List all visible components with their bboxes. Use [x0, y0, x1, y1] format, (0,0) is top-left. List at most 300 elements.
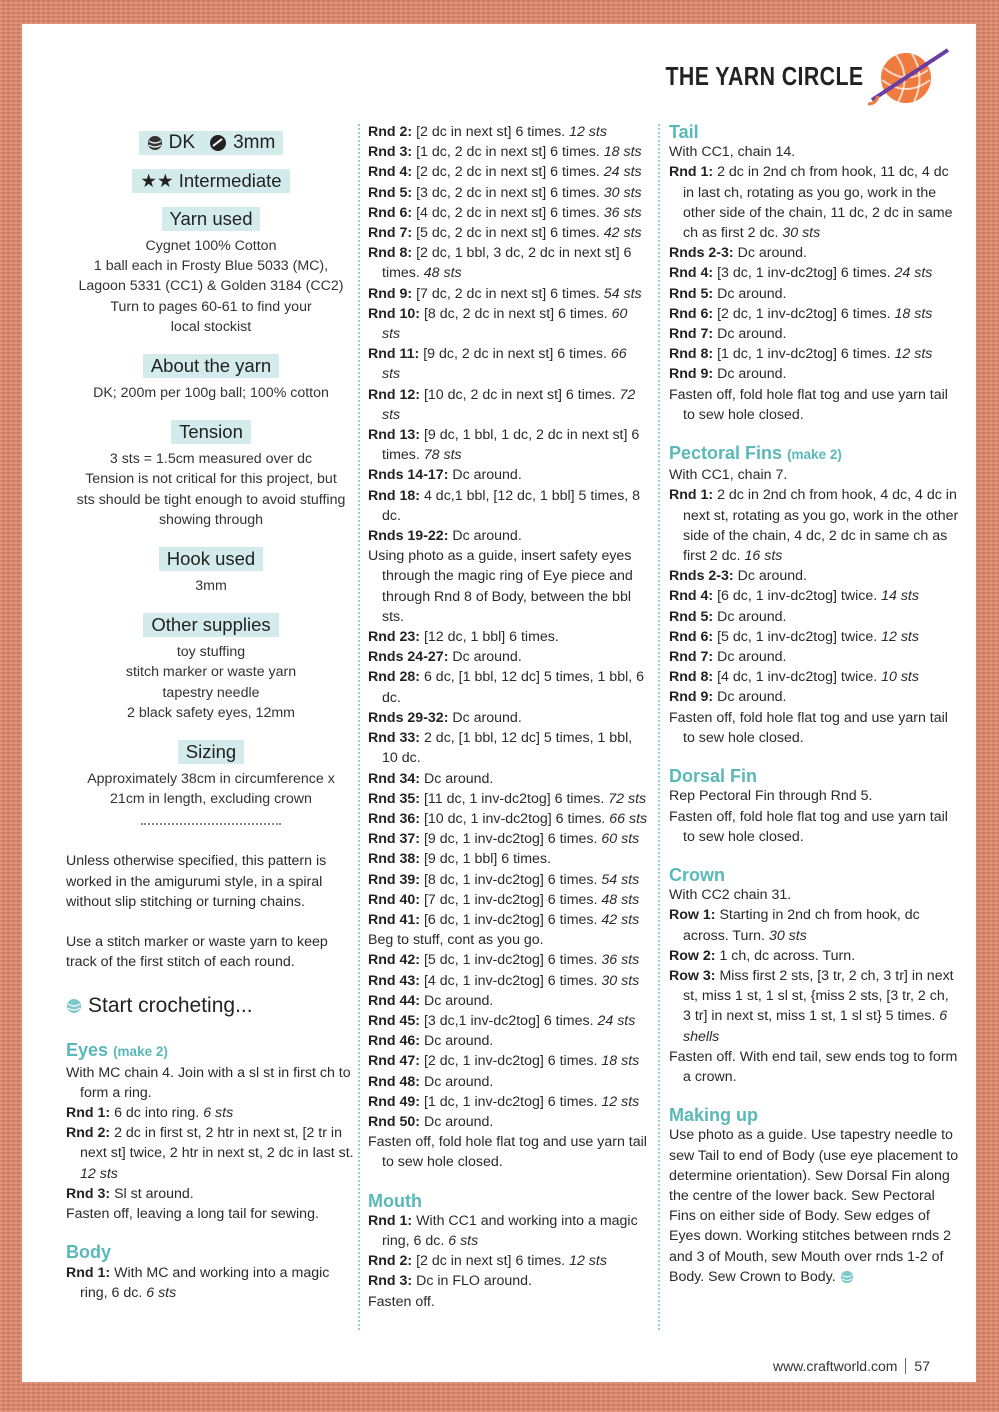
row-count: 12 sts — [569, 124, 607, 140]
pattern-row — [368, 203, 648, 223]
row-text: [8 dc, 1 inv-dc2tog] 6 times. — [420, 871, 602, 888]
row-text: Fasten off. With end tail, sew ends tog to form a crown. — [669, 1048, 958, 1085]
pattern-row — [669, 946, 959, 966]
row-count: 66 sts — [382, 346, 627, 383]
column-right — [669, 122, 959, 1287]
yarn-used-line: Cygnet 100% Cotton — [145, 238, 277, 254]
pattern-row — [368, 526, 648, 546]
row-text: [3 dc, 2 dc in next st] 6 times. — [412, 184, 604, 201]
row-text: [2 dc, 1 bbl, 3 dc, 2 dc in next st] 6 times. — [382, 245, 632, 282]
supplies-line: stitch marker or waste yarn — [125, 664, 297, 681]
pattern-row — [368, 890, 648, 910]
row-count: 6 sts — [203, 1105, 234, 1122]
row-text: Dc around. — [448, 709, 522, 726]
pattern-row — [669, 586, 959, 606]
row-text: Dc around. — [420, 1033, 494, 1050]
about-yarn-line: DK; 200m per 100g ball; 100% cotton — [93, 385, 329, 402]
row-text: Dc around. — [713, 326, 787, 343]
pattern-row — [368, 1271, 648, 1291]
row-count: 30 sts — [782, 225, 821, 242]
pattern-row — [669, 687, 959, 707]
row-count: 12 sts — [881, 628, 919, 645]
section-heading-dorsal: Dorsal Fin — [669, 766, 758, 787]
row-count: 6 sts — [146, 1284, 177, 1301]
row-label: Rnd 43: — [368, 972, 421, 989]
pattern-row — [669, 284, 959, 304]
row-label: Rnds 29-32: — [368, 709, 449, 726]
other-supplies-heading: Other supplies — [143, 613, 278, 637]
pattern-row — [669, 465, 959, 485]
pattern-row — [669, 344, 959, 364]
row-count: 18 sts — [601, 1053, 640, 1070]
row-count: 6 sts — [448, 1232, 479, 1249]
body-rows — [368, 122, 648, 1173]
row-count: 18 sts — [603, 144, 642, 161]
pattern-row — [368, 930, 648, 950]
row-label: Rnd 7: — [669, 326, 714, 343]
pattern-row — [368, 546, 648, 627]
row-count: 12 sts — [80, 1165, 118, 1182]
level-tag — [132, 169, 289, 193]
pattern-row — [368, 971, 648, 991]
pattern-row — [669, 966, 959, 1047]
about-yarn-heading: About the yarn — [143, 354, 279, 378]
hook-used-line: 3mm — [195, 578, 227, 595]
pattern-row — [669, 263, 959, 283]
row-label: Rnd 6: — [669, 305, 714, 322]
weight-hook-tag — [139, 131, 284, 155]
row-count: 48 sts — [601, 891, 640, 908]
row-count: 36 sts — [603, 204, 642, 221]
row-text: [9 dc, 1 bbl, 1 dc, 2 dc in next st] 6 times. — [382, 427, 640, 464]
row-label: Rnd 11: — [368, 346, 420, 363]
section-heading-mouth: Mouth — [368, 1190, 422, 1211]
row-label: Rnd 8: — [368, 245, 413, 262]
pattern-row — [669, 667, 959, 687]
row-text: [6 dc, 1 inv-dc2tog] twice. — [713, 588, 882, 605]
pattern-row — [368, 425, 648, 465]
pectoral-rows — [669, 465, 959, 748]
tension-line: Tension is not critical for this project, but — [85, 471, 337, 488]
pattern-row — [669, 162, 959, 243]
pattern-row — [669, 905, 959, 945]
row-count: 78 sts — [423, 447, 462, 464]
tension-line: sts should be tight enough to avoid stuffing — [76, 491, 346, 508]
footer-url[interactable]: www.craftworld.com — [772, 1358, 898, 1374]
row-label: Rnd 1: — [368, 1212, 413, 1229]
row-count: 18 sts — [894, 305, 933, 322]
yarn-used-line: local stockist — [170, 318, 252, 335]
row-label: Row 3: — [669, 967, 716, 984]
row-label: Rnd 33: — [368, 730, 421, 747]
row-count: 24 sts — [894, 265, 933, 282]
row-label: Rnd 5: — [669, 608, 714, 625]
row-label: Rnd 5: — [669, 285, 714, 302]
section-heading-eyes — [66, 1040, 356, 1062]
row-label: Rnd 7: — [368, 225, 413, 242]
row-label: Rnd 9: — [368, 285, 413, 302]
pattern-row — [669, 566, 959, 586]
project-info — [66, 122, 356, 809]
pattern-row — [669, 885, 959, 905]
row-count: 30 sts — [601, 972, 640, 989]
row-text: Fasten off, fold hole flat tog and use yarn tail to sew hole closed. — [368, 1134, 647, 1171]
footer-divider — [905, 1358, 906, 1374]
row-count: 16 sts — [744, 548, 783, 565]
row-text: [1 dc, 2 dc in next st] 6 times. — [412, 144, 604, 161]
row-text: 2 dc in first st, 2 htr in next st, [2 tr in next st] twice, 2 htr in next st, 2 dc in last st. — [80, 1125, 354, 1162]
pattern-row — [368, 950, 648, 970]
pattern-row — [669, 807, 959, 847]
tail-rows — [669, 142, 959, 425]
row-count: 24 sts — [603, 164, 642, 181]
row-label: Rnds 19-22: — [368, 528, 449, 545]
row-text: Rep Pectoral Fin through Rnd 5. — [669, 788, 873, 805]
row-text: With CC1, chain 14. — [669, 144, 796, 161]
pattern-row — [669, 607, 959, 627]
pattern-row — [368, 809, 648, 829]
making-up-text — [669, 1125, 959, 1287]
pattern-row — [368, 627, 648, 647]
pattern-row — [368, 708, 648, 728]
row-text: Dc around. — [448, 649, 522, 666]
pattern-row — [368, 829, 648, 849]
supplies-line: 2 black safety eyes, 12mm — [127, 704, 295, 721]
row-label: Rnd 1: — [66, 1264, 111, 1281]
pattern-row — [368, 284, 648, 304]
star-icon: ★★ — [140, 170, 174, 191]
row-text: Using photo as a guide, insert safety eyes through the magic ring of Eye piece and through Rnd 8 of Body, between the bbl sts. — [368, 548, 633, 625]
making-up-body: Use photo as a guide. Use tapestry needle to sew Tail to end of Body (use eye placement to determine orientation). Sew Dorsal Fin along the centre of the lower back. Sew Pectoral Fins on either side of Body. Sew edges of Eyes down. Working stitches between rnds 2 and 3 of Mouth, sew Mouth over rnds 1-2 of Body. Sew Crown to Body. — [669, 1127, 959, 1285]
row-label: Rnds 24-27: — [368, 649, 449, 666]
pattern-row — [368, 647, 648, 667]
row-text: [1 dc, 1 inv-dc2tog] 6 times. — [420, 1093, 602, 1110]
row-label: Rnd 18: — [368, 487, 421, 504]
pattern-row — [368, 769, 648, 789]
row-count: 12 sts — [569, 1253, 607, 1270]
pattern-row — [669, 243, 959, 263]
row-text: With MC and working into a magic ring, 6 dc. — [80, 1264, 330, 1301]
pattern-row — [368, 728, 648, 768]
row-count: 60 sts — [601, 831, 640, 848]
row-label: Rnd 35: — [368, 790, 421, 807]
pattern-row — [669, 786, 959, 806]
row-text: 2 dc in 2nd ch from hook, 11 dc, 4 dc in last ch, rotating as you go, work in the other side of the chain, 11 dc, 2 dc in same ch as first 2 dc. — [683, 164, 953, 242]
crown-rows — [669, 885, 959, 1087]
row-text: [9 dc, 1 bbl] 6 times. — [420, 851, 551, 868]
sizing-heading: Sizing — [178, 740, 244, 764]
column-divider — [658, 124, 660, 1330]
row-count: 72 sts — [382, 386, 636, 423]
yarn-icon — [147, 135, 163, 151]
row-label: Rnd 23: — [368, 629, 421, 646]
row-text: [3 dc,1 inv-dc2tog] 6 times. — [420, 1012, 598, 1029]
row-text: 1 ch, dc across. Turn. — [715, 947, 856, 964]
pattern-row — [368, 1211, 648, 1251]
row-count: 54 sts — [601, 871, 640, 888]
row-count: 42 sts — [601, 911, 640, 928]
hook-size: 3mm — [233, 132, 276, 153]
row-label: Rnd 41: — [368, 911, 421, 928]
row-text: [5 dc, 1 inv-dc2tog] twice. — [713, 628, 882, 645]
level-label: Intermediate — [178, 170, 282, 191]
row-text: [6 dc, 1 inv-dc2tog] 6 times. — [420, 911, 602, 928]
sizing-line: Approximately 38cm in circumference x — [87, 771, 335, 788]
pattern-row — [669, 142, 959, 162]
row-label: Rnd 39: — [368, 871, 421, 888]
row-label: Rnd 8: — [669, 669, 714, 686]
row-text: [2 dc in next st] 6 times. — [412, 124, 570, 140]
row-text: Dc around. — [713, 366, 787, 383]
row-count: 30 sts — [768, 927, 807, 944]
row-count: 54 sts — [603, 285, 642, 302]
yarn-used-heading: Yarn used — [162, 207, 261, 231]
row-text: Dc around. — [713, 608, 787, 625]
row-label: Rnd 6: — [669, 628, 714, 645]
pattern-line: With MC chain 4. Join with a sl st in first ch to form a ring. — [66, 1064, 351, 1101]
row-text: Dc around. — [448, 528, 522, 545]
row-label: Rnd 4: — [669, 265, 714, 282]
row-label: Rnd 12: — [368, 386, 421, 403]
brand-header — [622, 46, 954, 106]
yarn-ball-icon — [868, 46, 954, 106]
row-text: Fasten off, fold hole flat tog and use yarn tail to sew hole closed. — [669, 386, 948, 423]
row-text: Fasten off, fold hole flat tog and use yarn tail to sew hole closed. — [669, 709, 948, 746]
row-text: [4 dc, 1 inv-dc2tog] twice. — [713, 669, 882, 686]
row-text: [11 dc, 1 inv-dc2tog] 6 times. — [420, 790, 609, 807]
yarn-ball-small-icon — [66, 998, 82, 1014]
pattern-line: Fasten off, leaving a long tail for sewing. — [66, 1206, 319, 1223]
start-label: Start crocheting... — [88, 994, 253, 1018]
supplies-line: toy stuffing — [176, 644, 246, 661]
row-text: [1 dc, 1 inv-dc2tog] 6 times. — [713, 346, 895, 363]
pattern-row — [368, 304, 648, 344]
row-label: Rnd 13: — [368, 427, 421, 444]
supplies-line: tapestry needle — [162, 684, 260, 701]
row-label: Rnd 2: — [368, 1253, 413, 1270]
row-label: Rnd 6: — [368, 204, 413, 221]
pattern-row — [669, 627, 959, 647]
pattern-row — [368, 223, 648, 243]
row-text: [9 dc, 2 dc in next st] 6 times. — [419, 346, 611, 363]
row-label: Rnd 1: — [669, 487, 714, 504]
pattern-row — [368, 183, 648, 203]
yarn-used-line: Lagoon 5331 (CC1) & Golden 3184 (CC2) — [78, 278, 344, 295]
pattern-row — [368, 667, 648, 707]
row-label: Rnd 3: — [66, 1185, 111, 1202]
row-text: [9 dc, 1 inv-dc2tog] 6 times. — [420, 831, 602, 848]
dorsal-rows — [669, 786, 959, 847]
pattern-row — [368, 385, 648, 425]
pattern-row — [669, 485, 959, 566]
row-text: [4 dc, 1 inv-dc2tog] 6 times. — [420, 972, 602, 989]
row-label: Rnd 1: — [66, 1105, 111, 1122]
eyes-title: Eyes — [66, 1040, 109, 1061]
pattern-row — [368, 870, 648, 890]
row-text: Dc around. — [733, 568, 807, 585]
row-text: Dc around. — [733, 245, 807, 262]
row-label: Rnd 3: — [368, 144, 413, 161]
row-label: Rnd 42: — [368, 952, 421, 969]
row-count: 10 sts — [881, 669, 919, 686]
row-label: Rnd 3: — [368, 1273, 413, 1290]
row-label: Rnd 2: — [66, 1125, 111, 1142]
row-count: 72 sts — [608, 790, 647, 807]
eyes-note: (make 2) — [113, 1044, 168, 1060]
row-text: [10 dc, 1 inv-dc2tog] 6 times. — [420, 810, 610, 827]
pattern-row — [368, 122, 648, 142]
row-label: Rnd 40: — [368, 891, 421, 908]
pattern-row — [669, 324, 959, 344]
row-label: Rnd 2: — [368, 124, 413, 140]
row-text: Dc around. — [713, 649, 787, 666]
row-text: Miss first 2 sts, [3 tr, 2 ch, 3 tr] in next st, miss 1 st, 1 sl st, {miss 2 sts, [3 tr, 2 ch, 3 tr] in next st, miss 1 st, 1 sl st} 5 times. — [683, 967, 954, 1025]
row-text: [3 dc, 1 inv-dc2tog] 6 times. — [713, 265, 895, 282]
yarn-used-line: Turn to pages 60-61 to find your — [110, 298, 312, 315]
row-text: [2 dc, 1 inv-dc2tog] 6 times. — [713, 305, 895, 322]
section-heading-body: Body — [66, 1242, 111, 1263]
pectoral-title: Pectoral Fins — [669, 443, 783, 464]
row-text: Beg to stuff, cont as you go. — [368, 932, 544, 949]
pattern-row — [368, 1011, 648, 1031]
row-text: [5 dc, 2 dc in next st] 6 times. — [412, 225, 604, 242]
row-count: 24 sts — [597, 1012, 636, 1029]
pattern-row — [368, 1031, 648, 1051]
row-text: [10 dc, 2 dc in next st] 6 times. — [420, 386, 620, 403]
row-label: Rnd 44: — [368, 992, 421, 1009]
pattern-row — [368, 243, 648, 283]
pattern-row — [368, 1112, 648, 1132]
row-text: [12 dc, 1 bbl] 6 times. — [420, 629, 559, 646]
row-count: 14 sts — [881, 588, 919, 605]
yarn-weight: DK — [168, 132, 196, 153]
row-text: Dc around. — [713, 285, 787, 302]
row-text: [4 dc, 2 dc in next st] 6 times. — [412, 204, 604, 221]
row-text: [2 dc in next st] 6 times. — [412, 1253, 570, 1270]
yarn-used-line: 1 ball each in Frosty Blue 5033 (MC), — [93, 258, 329, 275]
section-heading-tail: Tail — [669, 122, 699, 142]
row-count: 12 sts — [894, 346, 933, 363]
section-heading-making-up: Making up — [669, 1105, 758, 1126]
row-text: Dc around. — [420, 770, 494, 787]
row-text: [2 dc, 2 dc in next st] 6 times. — [412, 164, 604, 181]
row-count: 42 sts — [603, 225, 642, 242]
row-text: [8 dc, 2 dc in next st] 6 times. — [420, 305, 612, 322]
row-label: Rnds 2-3: — [669, 245, 734, 262]
row-text: Dc around. — [713, 689, 787, 706]
row-count: 12 sts — [601, 1093, 640, 1110]
row-text: Fasten off. — [368, 1293, 435, 1310]
pattern-row — [669, 304, 959, 324]
pattern-row — [368, 1051, 648, 1071]
pattern-row — [368, 162, 648, 182]
row-label: Rnd 7: — [669, 649, 714, 666]
row-label: Row 2: — [669, 947, 716, 964]
pectoral-note: (make 2) — [787, 447, 842, 463]
row-label: Rnd 46: — [368, 1033, 421, 1050]
row-count: 48 sts — [423, 265, 462, 282]
pattern-row — [368, 142, 648, 162]
row-text: Dc around. — [448, 467, 522, 484]
yarn-ball-end-icon — [840, 1270, 854, 1284]
row-text: Dc around. — [420, 1113, 494, 1130]
dotted-divider — [141, 823, 281, 825]
row-label: Rnd 9: — [669, 366, 714, 383]
tension-line: showing through — [158, 511, 264, 528]
pattern-row — [368, 1092, 648, 1112]
pattern-row — [368, 1251, 648, 1271]
row-text: [7 dc, 1 inv-dc2tog] 6 times. — [420, 891, 602, 908]
row-label: Rnd 49: — [368, 1093, 421, 1110]
row-label: Rnd 28: — [368, 669, 421, 686]
pattern-row — [368, 789, 648, 809]
row-text: Dc around. — [420, 1073, 494, 1090]
row-label: Rnd 4: — [368, 164, 413, 181]
pattern-row — [66, 1184, 356, 1204]
row-text: Sl st around. — [110, 1185, 194, 1202]
pattern-row — [368, 910, 648, 930]
brand-title: THE YARN CIRCLE — [665, 60, 864, 91]
pattern-row — [368, 486, 648, 526]
row-text: With CC2 chain 31. — [669, 887, 792, 904]
start-crocheting-heading — [66, 992, 356, 1020]
row-label: Rnd 10: — [368, 305, 421, 322]
page-footer — [773, 1358, 930, 1374]
row-text: 6 dc, [1 bbl, 12 dc] 5 times, 1 bbl, 6 dc. — [382, 669, 645, 706]
pattern-row — [669, 1047, 959, 1087]
row-text: With CC1, chain 7. — [669, 467, 788, 484]
pattern-row — [368, 1072, 648, 1092]
pattern-row — [66, 1103, 356, 1123]
row-text: Dc around. — [420, 992, 494, 1009]
hook-icon — [209, 134, 227, 152]
row-text: 2 dc, [1 bbl, 12 dc] 5 times, 1 bbl, 10 dc. — [382, 730, 633, 767]
row-label: Rnd 50: — [368, 1113, 421, 1130]
pattern-row — [368, 1292, 648, 1312]
row-text: Dc in FLO around. — [412, 1273, 533, 1290]
row-label: Rnd 47: — [368, 1053, 421, 1070]
section-heading-crown: Crown — [669, 864, 725, 885]
sizing-line: 21cm in length, excluding crown — [110, 791, 312, 808]
hook-used-heading: Hook used — [159, 547, 263, 571]
pattern-row — [669, 647, 959, 667]
row-label: Rnd 8: — [669, 346, 714, 363]
pattern-row — [368, 991, 648, 1011]
row-text: 4 dc,1 bbl, [12 dc, 1 bbl] 5 times, 8 dc. — [382, 487, 641, 524]
row-text: Starting in 2nd ch from hook, dc across. Turn. — [683, 907, 920, 944]
tension-line: 3 sts = 1.5cm measured over dc — [109, 451, 313, 468]
row-text: [5 dc, 1 inv-dc2tog] 6 times. — [420, 952, 602, 969]
section-heading-pectoral — [669, 443, 959, 465]
row-label: Rnd 36: — [368, 810, 421, 827]
column-left — [66, 122, 356, 1303]
tension-heading: Tension — [171, 420, 251, 444]
row-count: 60 sts — [382, 305, 628, 343]
row-label: Rnd 48: — [368, 1073, 421, 1090]
pattern-row — [368, 465, 648, 485]
row-count: 36 sts — [601, 952, 640, 969]
row-label: Rnd 45: — [368, 1012, 421, 1029]
row-label: Rnd 34: — [368, 770, 421, 787]
pattern-row — [368, 1132, 648, 1172]
pattern-row — [368, 344, 648, 384]
row-count: 30 sts — [603, 184, 642, 201]
pattern-row — [669, 708, 959, 748]
row-label: Row 1: — [669, 907, 716, 924]
row-label: Rnds 14-17: — [368, 467, 449, 484]
row-label: Rnd 9: — [669, 689, 714, 706]
column-divider — [358, 124, 360, 1330]
